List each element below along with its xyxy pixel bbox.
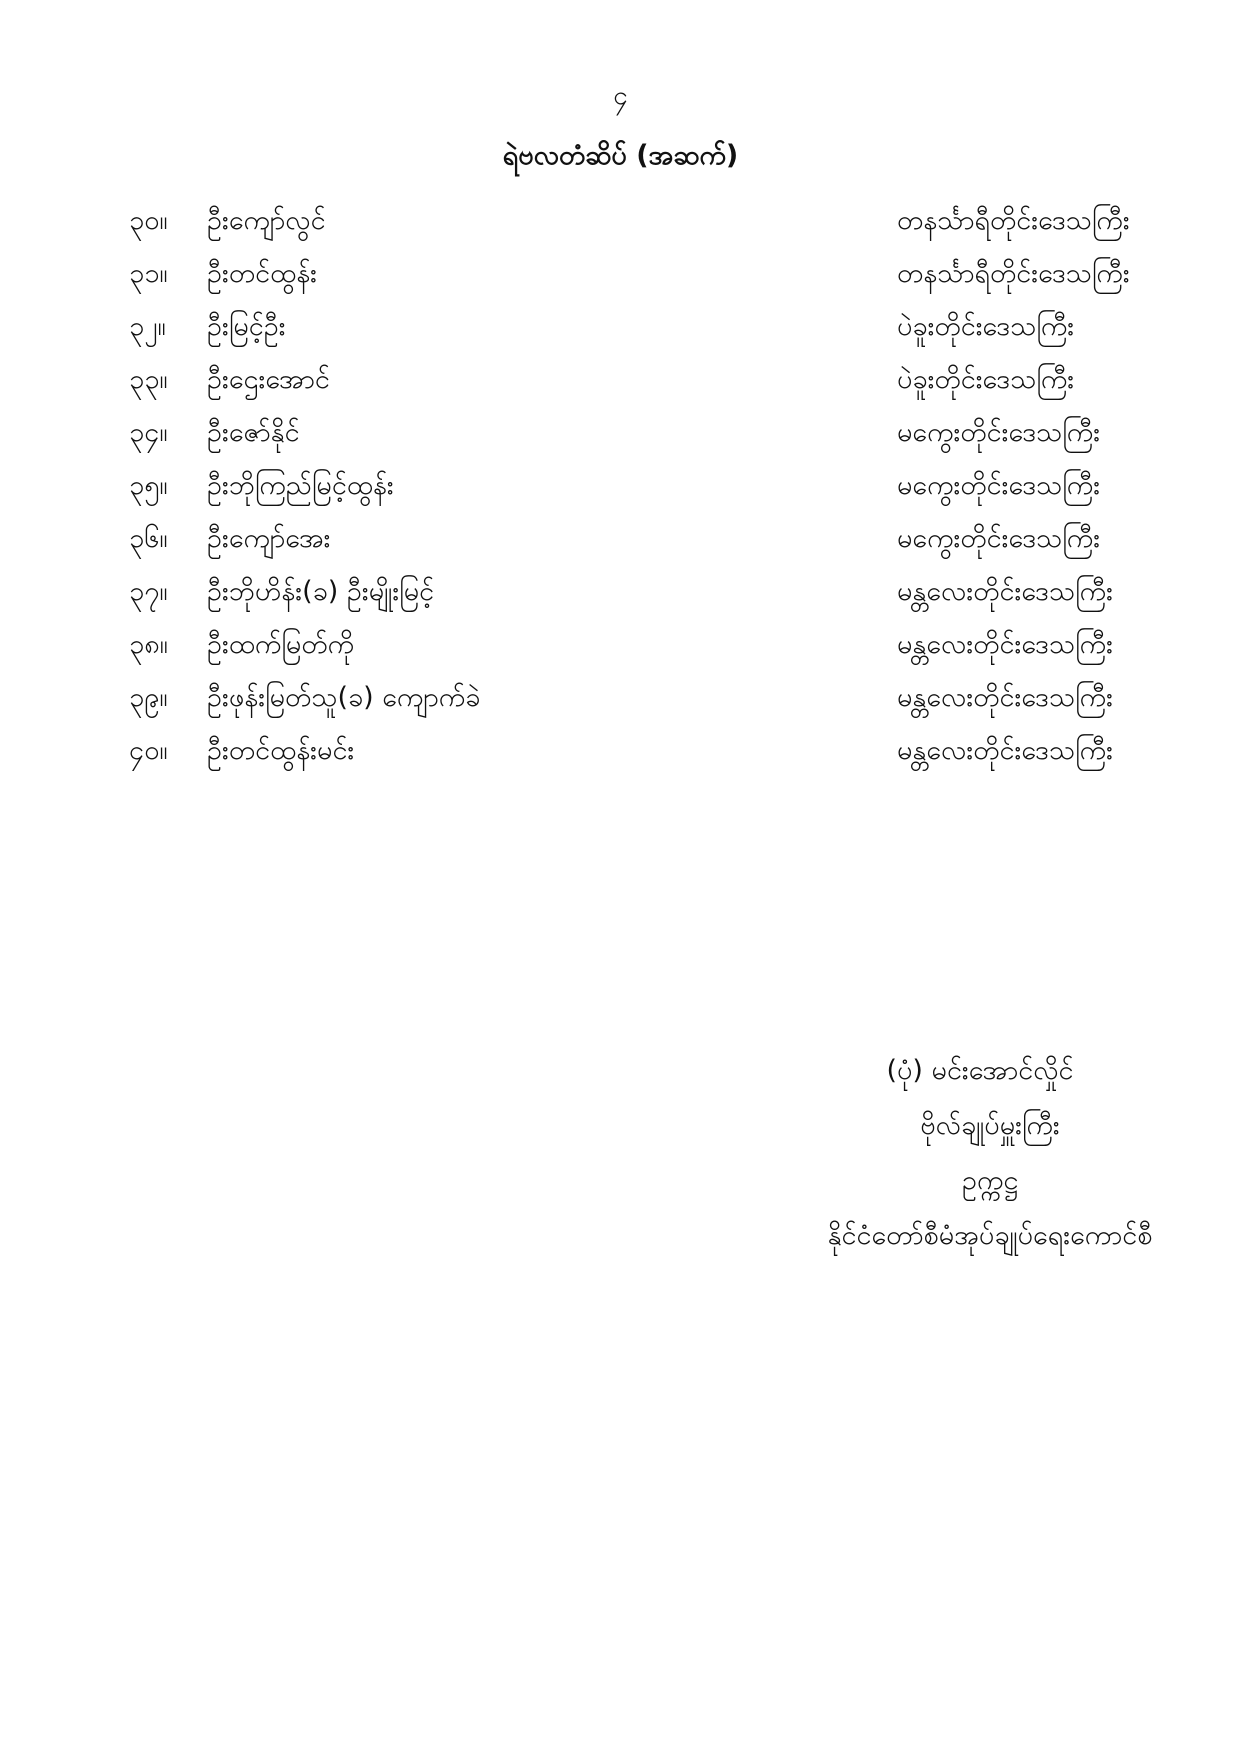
recipient-name: ဦးတင်ထွန်းမင်း (207, 735, 355, 766)
page-number: ၄ (613, 81, 628, 111)
list-item (0, 249, 1241, 299)
recipient-name: ဦးမြင့်ဦး (207, 311, 286, 342)
recipient-name: ဦးထက်မြတ်ကို (207, 629, 355, 660)
recipient-region: ပဲခူးတိုင်းဒေသကြီး (897, 311, 1075, 342)
recipient-region: မန္တလေးတိုင်းဒေသကြီး (897, 735, 1113, 766)
list-item (0, 461, 1241, 511)
recipient-region: ပဲခူးတိုင်းဒေသကြီး (897, 364, 1075, 395)
recipient-region: မကွေးတိုင်းဒေသကြီး (897, 470, 1101, 501)
recipient-name: ဦးဌေးအောင် (207, 364, 330, 395)
list-item (0, 196, 1241, 246)
list-item (0, 620, 1241, 670)
list-item (0, 302, 1241, 352)
item-number: ၃၉။ (129, 682, 168, 713)
recipient-name: ဦးဖုန်းမြတ်သူ(ခ) ကျောက်ခဲ (207, 682, 481, 713)
recipient-region: မကွေးတိုင်းဒေသကြီး (897, 523, 1101, 554)
recipient-region: မန္တလေးတိုင်းဒေသကြီး (897, 576, 1113, 607)
recipient-name: ဦးဘိုကြည်မြင့်ထွန်း (207, 470, 394, 501)
list-item (0, 673, 1241, 723)
item-number: ၃၂။ (129, 311, 166, 342)
list-item (0, 567, 1241, 617)
list-item (0, 514, 1241, 564)
item-number: ၃၁။ (129, 258, 168, 289)
recipient-region: တနင်္သာရီတိုင်းဒေသကြီး (897, 258, 1130, 289)
recipient-region: မန္တလေးတိုင်းဒေသကြီး (897, 682, 1113, 713)
recipient-name: ဦးကျော်အေး (207, 523, 331, 554)
recipient-region: တနင်္သာရီတိုင်းဒေသကြီး (897, 205, 1130, 236)
list-item (0, 726, 1241, 776)
recipient-name: ဦးတင်ထွန်း (207, 258, 318, 289)
recipient-name: ဦးဇော်နိုင် (207, 417, 300, 448)
recipient-name: ဦးကျော်လွင် (207, 205, 326, 236)
list-item (0, 355, 1241, 405)
item-number: ၃၈။ (129, 629, 168, 660)
recipient-region: မန္တလေးတိုင်းဒေသကြီး (897, 629, 1113, 660)
list-item (0, 408, 1241, 458)
signer-organization: နိုင်ငံတော်စီမံအုပ်ချုပ်ရေးကောင်စီ (827, 1220, 1153, 1251)
signer-position: ဥက္ကဋ္ဌ (961, 1165, 1019, 1196)
signed-name: (ပုံ) မင်းအောင်လှိုင် (886, 1055, 1074, 1086)
item-number: ၃၇။ (129, 576, 168, 607)
item-number: ၃၄။ (129, 417, 168, 448)
recipient-region: မကွေးတိုင်းဒေသကြီး (897, 417, 1101, 448)
page-title: ရဲဗလတံဆိပ် (အဆက်) (502, 140, 739, 171)
signer-rank: ဗိုလ်ချုပ်မှူးကြီး (920, 1110, 1060, 1141)
recipient-name: ဦးဘိုဟိန်း(ခ) ဦးမျိုးမြင့် (207, 576, 435, 607)
item-number: ၃၅။ (129, 470, 168, 501)
item-number: ၃၃။ (129, 364, 168, 395)
item-number: ၃၆။ (129, 523, 168, 554)
item-number: ၃၀။ (129, 205, 168, 236)
item-number: ၄၀။ (129, 735, 168, 766)
